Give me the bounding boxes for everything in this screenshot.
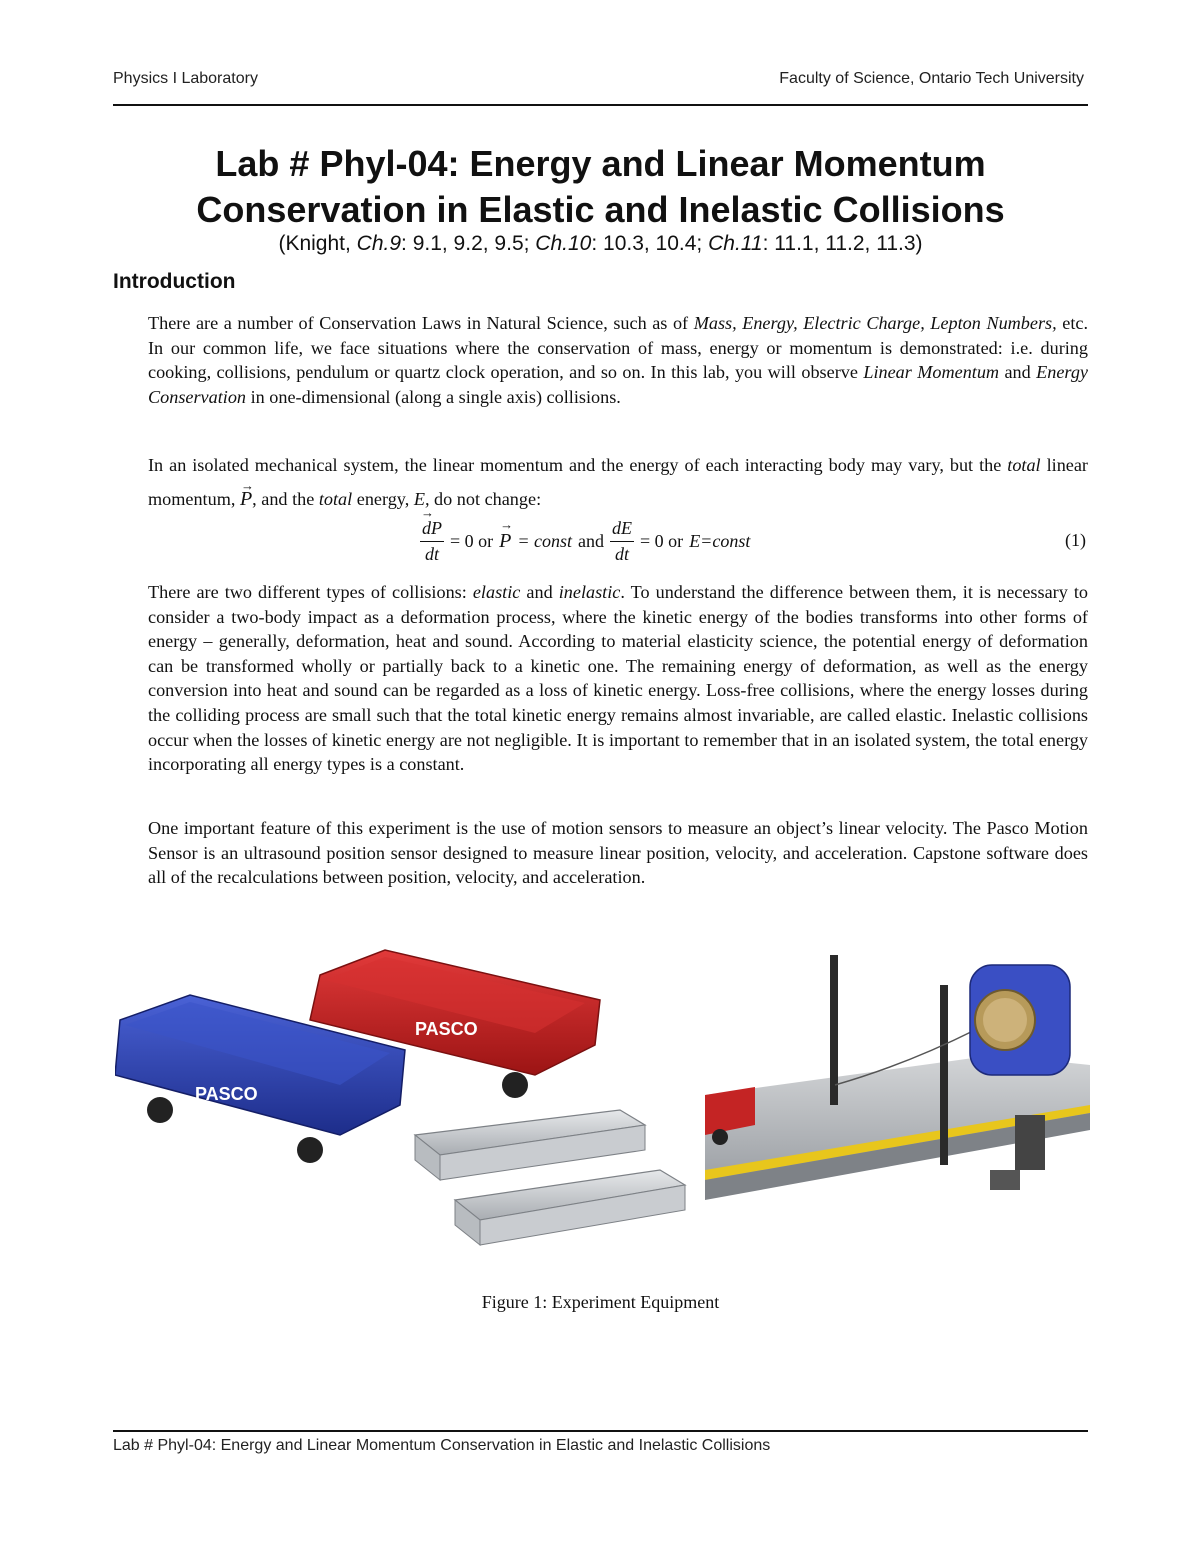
red-cart-brand: PASCO <box>415 1019 478 1039</box>
mass-bar-lower <box>455 1170 685 1245</box>
equation-1: → $\frac{dP}{dt}$ = 0 or → P = const and $\frac{dE}{dt}$ = 0 or E=const (1) <box>148 510 1088 572</box>
intro-paragraph-4: One important feature of this experiment is the use of motion sensors to measure an object’s linear velocity. The Pasco Motion Sensor is an ultrasound position sensor designed to measure linear position, velocity, and acceleration. Capstone software does all of the recalculations between position, velocity, and acceleration. <box>148 818 1088 888</box>
intro-paragraph-3: There are two different types of collisions: elastic and inelastic. To understand the difference between them, it is necessary to consider a two-body impact as a deformation process, where the kinetic energy of the bodies transforms into other forms of energy – generally, deformation, heat and sound. According to material elasticity science, the potential energy of deformation can be transformed wholly or partially back to a kinetic one. The remaining energy of deformation, as well as the energy conversion into heat and sound can be regarded as a loss of kinetic energy. Loss-free collisions, where the energy losses during the colliding process are small such that the total kinetic energy remains almost invariable, are called elastic. Inelastic collisions occur when the losses of kinetic energy are not negligible. It is important to remember that in an isolated system, the total energy incorporating all energy types is a constant. <box>148 582 1088 775</box>
page-title-line-1: Lab # Phyl-04: Energy and Linear Momentum <box>215 143 986 184</box>
page-title-line-2: Conservation in Elastic and Inelastic Collisions <box>196 189 1005 230</box>
intro-paragraph-2: In an isolated mechanical system, the linear momentum and the energy of each interacting body may vary, but the total linear momentum, → P, and the total energy, E, do not change: <box>148 448 1088 516</box>
fraction-dE-dt: $\frac{dE}{dt}$ <box>612 517 633 564</box>
equation-number: (1) <box>1065 530 1086 550</box>
header-faculty: Faculty of Science, Ontario Tech University <box>779 70 1084 87</box>
fraction-dP-dt: → $\frac{dP}{dt}$ <box>420 518 444 565</box>
intro-paragraph-1: There are a number of Conservation Laws in Natural Science, such as of Mass, Energy, Electric Charge, Lepton Numbers, etc. In our common life, we face situations where the conservation of mass, energy or momentum is demonstrated: i.e. during cooking, collisions, pendulum or quartz clock operation, and so on. In this lab, you will observe Linear Momentum and Energy Conservation in one-dimensional (along a single axis) collisions. <box>148 313 1089 407</box>
mass-bar-upper <box>415 1110 645 1180</box>
blue-cart-brand: PASCO <box>195 1084 258 1104</box>
header-rule <box>113 104 1088 106</box>
figure-equipment <box>115 945 1090 1275</box>
equipment-illustration <box>115 945 1090 1275</box>
footer-lab-title: Lab # Phyl-04: Energy and Linear Momentum Conservation in Elastic and Inelastic Collisions <box>113 1437 771 1454</box>
header-course: Physics I Laboratory <box>113 70 258 87</box>
textbook-references: (Knight, Ch.9: 9.1, 9.2, 9.5; Ch.10: 10.3, 10.4; Ch.11: 11.1, 11.2, 11.3) <box>278 232 923 255</box>
section-heading-introduction: Introduction <box>113 270 236 293</box>
figure-caption: Figure 1: Experiment Equipment <box>481 1292 720 1312</box>
track-and-sensor <box>705 955 1090 1200</box>
footer-rule <box>113 1430 1088 1432</box>
